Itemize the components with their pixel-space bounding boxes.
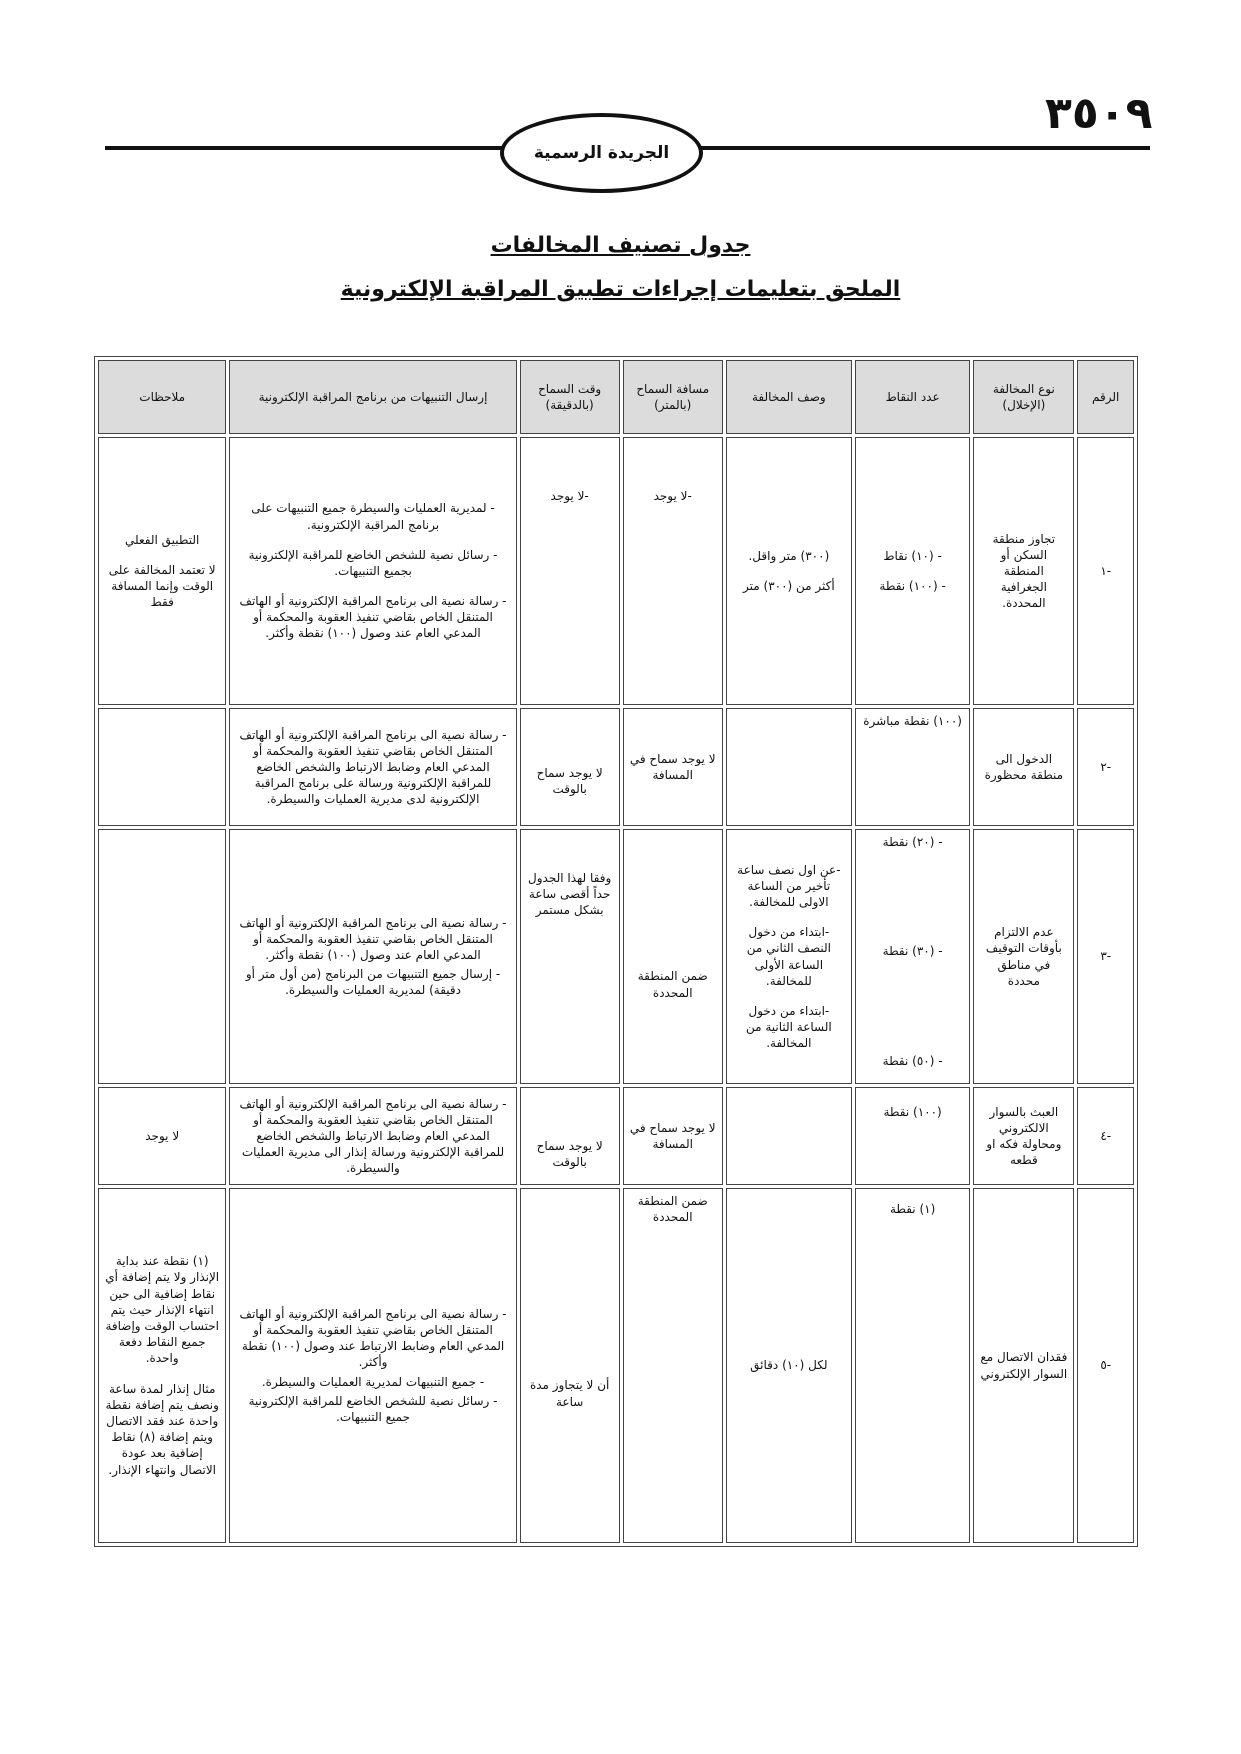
table-row bbox=[98, 829, 1134, 1084]
violation-type: الدخول الى منطقة محظورة bbox=[973, 708, 1074, 826]
alert-line: - رسالة نصية الى برنامج المراقبة الإلكترونية أو الهاتف المتنقل الخاص بقاضي تنفيذ العقوبة والمحكمة أو المدعي العام وضابط الارتباط عند وصول (١٠٠) نقطة وأكثر. bbox=[239, 1306, 507, 1370]
violation-points: (١٠٠) نقطة مباشرة bbox=[855, 708, 970, 826]
violation-description bbox=[726, 708, 852, 826]
allowed-time: لا يوجد سماح بالوقت bbox=[520, 1087, 620, 1185]
points-line: - (٥٠) نقطة bbox=[882, 1053, 943, 1068]
violation-description bbox=[726, 1087, 852, 1185]
row-number: -٤ bbox=[1077, 1087, 1134, 1185]
col-notes: ملاحظات bbox=[98, 360, 226, 434]
alert-line: - رسائل نصية للشخص الخاضع للمراقبة الإلكترونية جميع التنبيهات. bbox=[248, 1393, 498, 1424]
row-number: -١ bbox=[1077, 437, 1134, 705]
allowed-distance: ضمن المنطقة المحددة bbox=[623, 1188, 723, 1543]
notes-cell: لا يوجد bbox=[98, 1087, 226, 1185]
violation-type: فقدان الاتصال مع السوار الإلكتروني bbox=[973, 1188, 1074, 1543]
notes-cell bbox=[98, 437, 226, 705]
allowed-time: -لا يوجد bbox=[520, 437, 620, 705]
violation-type: العبث بالسوار الالكتروني ومحاولة فكه او قطعه bbox=[973, 1087, 1074, 1185]
description-line: -عن اول نصف ساعة تأخير من الساعة الاولى للمخالفة. bbox=[737, 862, 841, 909]
violation-points: (١) نقطة bbox=[855, 1188, 970, 1543]
col-type: نوع المخالفة (الإخلال) bbox=[973, 360, 1074, 434]
row-number: -٢ bbox=[1077, 708, 1134, 826]
row-number: -٣ bbox=[1077, 829, 1134, 1084]
col-description: وصف المخالفة bbox=[726, 360, 852, 434]
note-line: مثال إنذار لمدة ساعة ونصف يتم إضافة نقطة واحدة عند فقد الاتصال ويتم إضافة (٨) نقاط إضافية بعد عودة الاتصال وانتهاء الإنذار. bbox=[105, 1381, 219, 1477]
col-distance: مسافة السماح (بالمتر) bbox=[623, 360, 723, 434]
points-line: - (٣٠) نقطة bbox=[882, 944, 943, 959]
table-row bbox=[98, 1188, 1134, 1543]
note-line: التطبيق الفعلي bbox=[125, 532, 200, 547]
violation-points bbox=[855, 829, 970, 1084]
alert-line: - جميع التنبيهات لمديرية العمليات والسيطرة. bbox=[261, 1374, 485, 1389]
violation-description: لكل (١٠) دقائق bbox=[726, 1188, 852, 1543]
points-line: - (١٠) نقاط bbox=[883, 548, 942, 563]
points-line: - (٢٠) نقطة bbox=[882, 835, 943, 849]
description-line: (٣٠٠) متر واقل. bbox=[748, 548, 830, 563]
violations-table bbox=[94, 356, 1138, 1547]
page-number: ٣٥٠٩ bbox=[1045, 88, 1153, 139]
alert-line: - إرسال جميع التنبيهات من البرنامج (من أول متر أو دقيقة) لمديرية العمليات والسيطرة. bbox=[245, 967, 501, 998]
alerts-cell: - رسالة نصية الى برنامج المراقبة الإلكترونية أو الهاتف المتنقل الخاص بقاضي تنفيذ العقوبة والمحكمة أو المدعي العام وضابط الارتباط والشخص الخاضع للمراقبة الإلكترونية ورسالة على برنامج المراقبة الإلكترونية لدى مديرية العمليات والسيطرة. bbox=[229, 708, 516, 826]
col-points: عدد النقاط bbox=[855, 360, 970, 434]
gazette-title: الجريدة الرسمية bbox=[533, 143, 670, 163]
alerts-cell bbox=[229, 1188, 516, 1543]
sub-title: الملحق بتعليمات إجراءات تطبيق المراقبة الإلكترونية bbox=[340, 277, 901, 302]
violation-points bbox=[855, 437, 970, 705]
violation-type: تجاوز منطقة السكن أو المنطقة الجغرافية المحددة. bbox=[973, 437, 1074, 705]
table-row bbox=[98, 708, 1134, 826]
table-row bbox=[98, 437, 1134, 705]
alert-line: - رسالة نصية الى برنامج المراقبة الإلكترونية أو الهاتف المتنقل الخاص بقاضي تنفيذ العقوبة والمحكمة أو المدعي العام عند وصول (١٠٠) نقطة وأكثر. bbox=[239, 594, 507, 641]
alerts-cell bbox=[229, 829, 516, 1084]
table-header-row bbox=[98, 360, 1134, 434]
alerts-cell: - رسالة نصية الى برنامج المراقبة الإلكترونية أو الهاتف المتنقل الخاص بقاضي تنفيذ العقوبة والمحكمة أو المدعي العام وضابط الارتباط والشخص الخاضع للمراقبة الإلكترونية ورسالة إنذار الى مديرية العمليات والسيطرة. bbox=[229, 1087, 516, 1185]
allowed-distance: لا يوجد سماح في المسافة bbox=[623, 1087, 723, 1185]
notes-cell bbox=[98, 708, 226, 826]
violation-type: عدم الالتزام بأوقات التوقيف في مناطق محددة bbox=[973, 829, 1074, 1084]
alert-line: - لمديرية العمليات والسيطرة جميع التنبيهات على برنامج المراقبة الإلكترونية. bbox=[251, 501, 495, 532]
alert-line: - رسالة نصية الى برنامج المراقبة الإلكترونية أو الهاتف المتنقل الخاص بقاضي تنفيذ العقوبة والمحكمة أو المدعي العام عند وصول (١٠٠) نقطة وأكثر. bbox=[239, 915, 507, 962]
allowed-distance: لا يوجد سماح في المسافة bbox=[623, 708, 723, 826]
col-number: الرقم bbox=[1077, 360, 1134, 434]
violation-description bbox=[726, 829, 852, 1084]
note-line: لا تعتمد المخالفة على الوقت وإنما المسافة فقط bbox=[108, 562, 216, 610]
notes-cell bbox=[98, 829, 226, 1084]
table-row bbox=[98, 1087, 1134, 1185]
allowed-distance: -لا يوجد bbox=[623, 437, 723, 705]
points-line: - (١٠٠) نقطة bbox=[879, 579, 946, 593]
col-alerts: إرسال التنبيهات من برنامج المراقبة الإلكترونية bbox=[229, 360, 516, 434]
description-line: -ابتداء من دخول الساعة الثانية من المخالفة. bbox=[745, 1003, 832, 1051]
note-line: (١) نقطة عند بداية الإنذار ولا يتم إضافة أي نقاط إضافية الى حين انتهاء الإنذار حيث يتم احتساب الوقت وإضافة جميع النقاط دفعة واحدة. bbox=[105, 1254, 220, 1366]
allowed-time: أن لا يتجاوز مدة ساعة bbox=[520, 1188, 620, 1543]
gazette-oval bbox=[500, 113, 703, 193]
row-number: -٥ bbox=[1077, 1188, 1134, 1543]
col-time: وقت السماح (بالدقيقة) bbox=[520, 360, 620, 434]
alerts-cell bbox=[229, 437, 516, 705]
violation-points: (١٠٠) نقطة bbox=[855, 1087, 970, 1185]
violation-description bbox=[726, 437, 852, 705]
allowed-time: وفقا لهذا الجدول حداً أقصى ساعة بشكل مستمر bbox=[520, 829, 620, 1084]
description-line: أكثر من (٣٠٠) متر bbox=[743, 579, 835, 593]
main-title: جدول تصنيف المخالفات bbox=[490, 233, 751, 258]
alert-line: - رسائل نصية للشخص الخاضع للمراقبة الإلكترونية بجميع التنبيهات. bbox=[248, 547, 498, 578]
description-line: -ابتداء من دخول النصف الثاني من الساعة الأولى للمخالفة. bbox=[746, 925, 831, 988]
allowed-distance: ضمن المنطقة المحددة bbox=[623, 829, 723, 1084]
notes-cell bbox=[98, 1188, 226, 1543]
allowed-time: لا يوجد سماح بالوقت bbox=[520, 708, 620, 826]
